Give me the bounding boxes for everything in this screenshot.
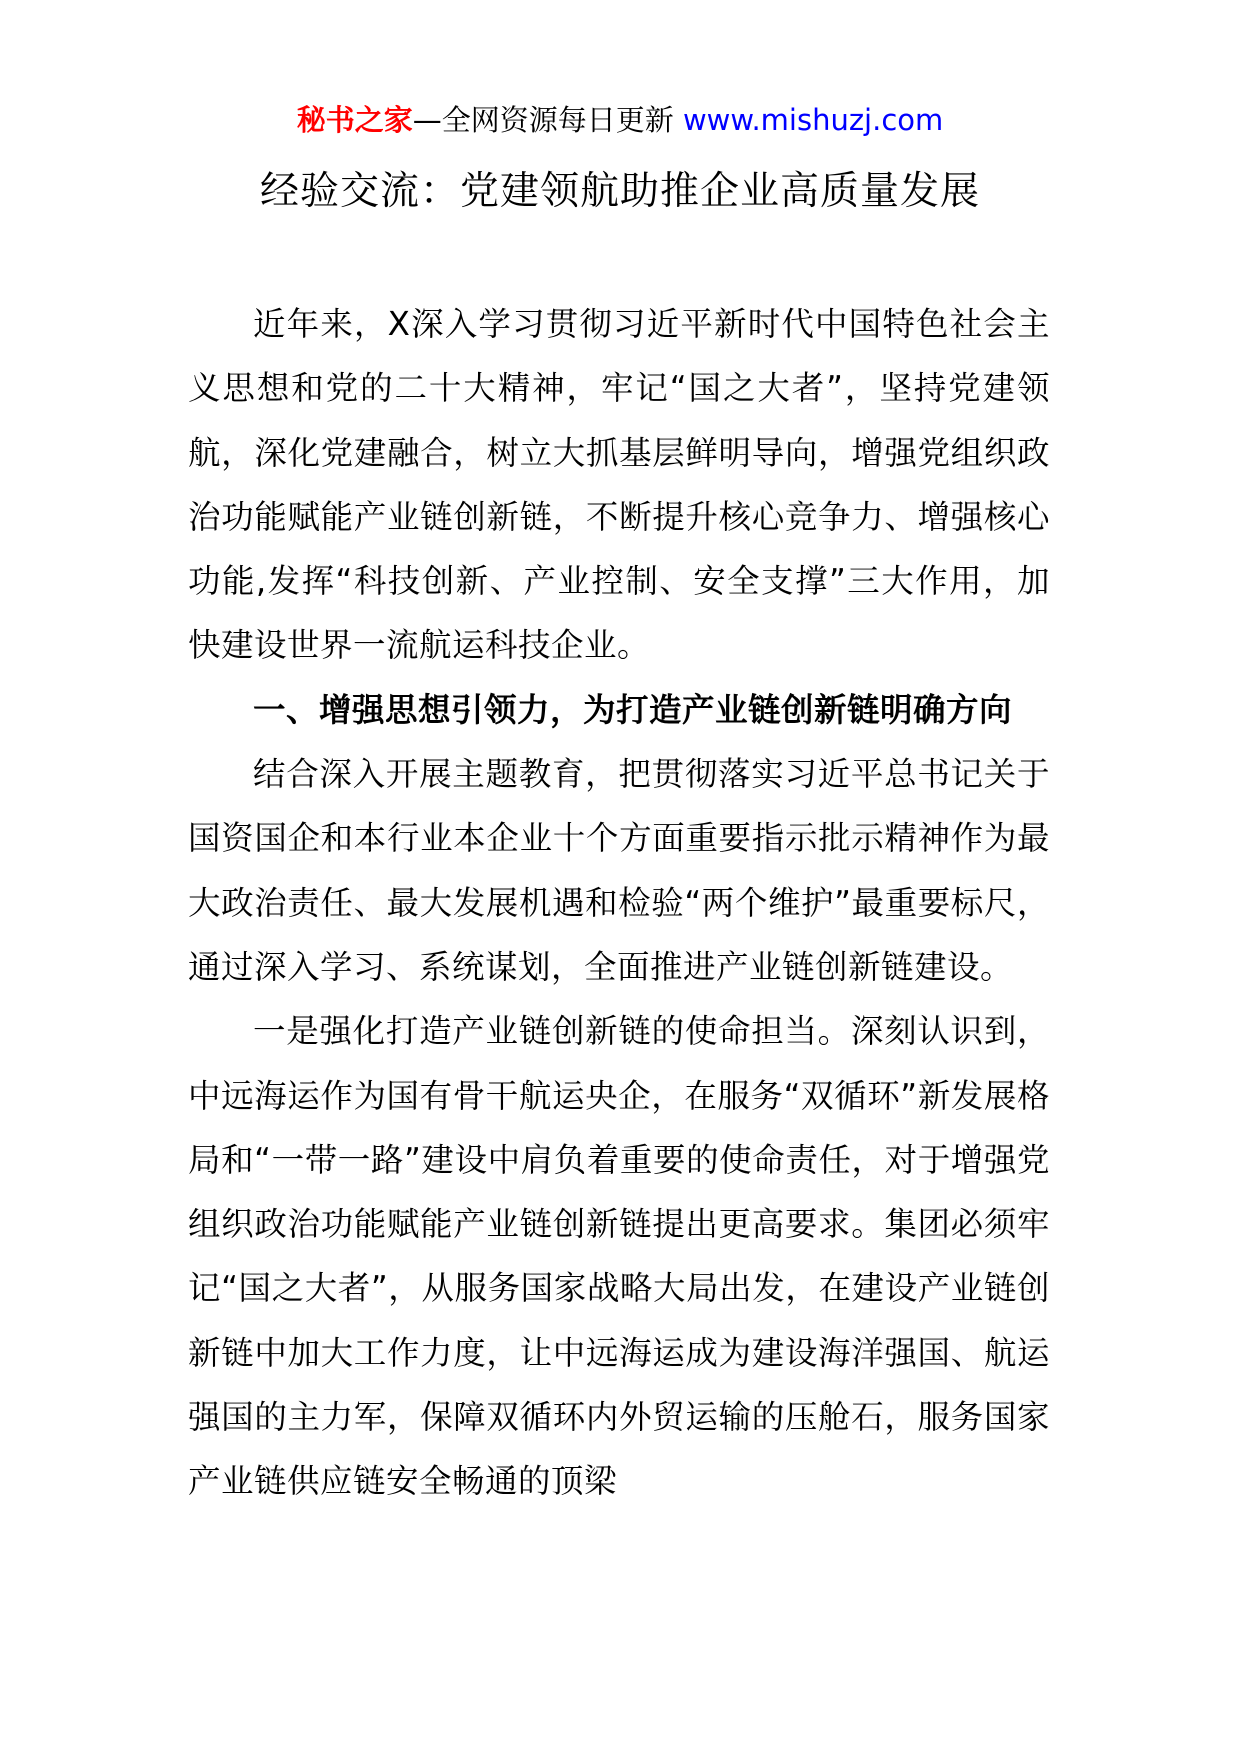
- intro-paragraph: 近年来，X深入学习贯彻习近平新时代中国特色社会主义思想和党的二十大精神，牢记“国之大者”，坚持党建领航，深化党建融合，树立大抓基层鲜明导向，增强党组织政治功能赋能产业链创新链，不断提升核心竞争力、增强核心功能,发挥“科技创新、产业控制、安全支撑”三大作用，加快建设世界一流航运科技企业。: [188, 305, 1050, 665]
- brand-name: 秘书之家: [296, 103, 413, 137]
- site-url-link[interactable]: www.mishuzj.com: [682, 103, 944, 137]
- document-title: 经验交流：党建领航助推企业高质量发展: [259, 169, 980, 214]
- document-body: [188, 292, 1050, 1514]
- page-header: [0, 100, 1240, 140]
- point-paragraph: 一是强化打造产业链创新链的使命担当。深刻认识到，中远海运作为国有骨干航运央企，在服务“双循环”新发展格局和“一带一路”建设中肩负着重要的使命责任，对于增强党组织政治功能赋能产业链创新链提出更高要求。集团必须牢记“国之大者”，从服务国家战略大局出发，在建设产业链创新链中加大工作力度，让中远海运成为建设海洋强国、航运强国的主力军，保障双循环内外贸运输的压舱石，服务国家产业链供应链安全畅通的顶梁: [188, 1012, 1050, 1501]
- section-paragraph: 结合深入开展主题教育，把贯彻落实习近平总书记关于国资国企和本行业本企业十个方面重要指示批示精神作为最大政治责任、最大发展机遇和检验“两个维护”最重要标尺，通过深入学习、系统谋划，全面推进产业链创新链建设。: [188, 755, 1050, 986]
- header-tagline: —全网资源每日更新: [412, 103, 683, 137]
- section-heading: 一、增强思想引领力，为打造产业链创新链明确方向: [253, 690, 1013, 729]
